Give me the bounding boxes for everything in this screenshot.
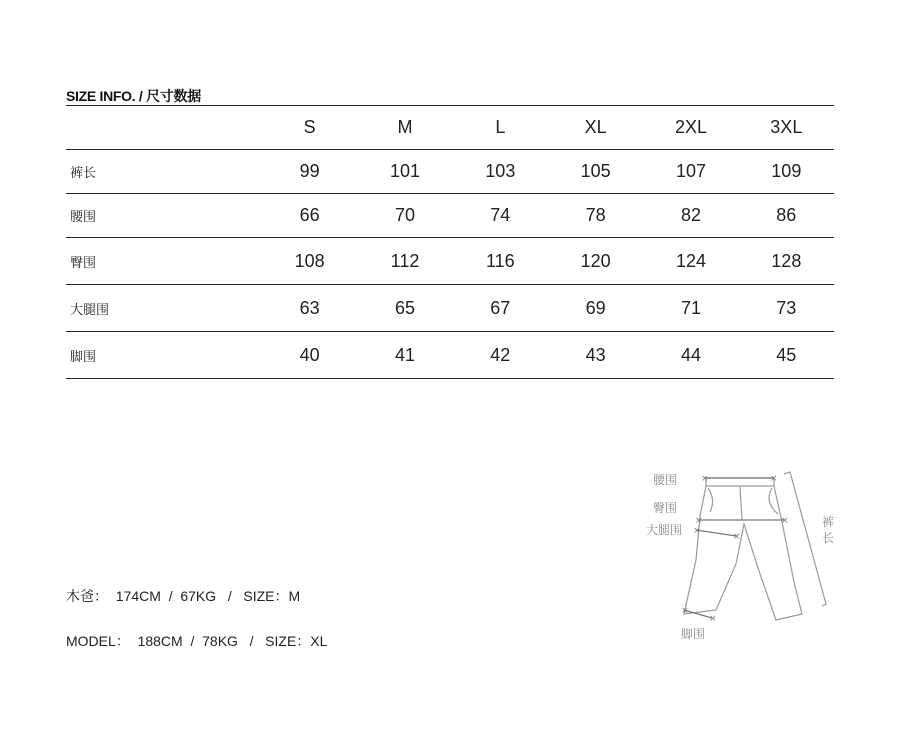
table-cell: 73 [739,285,834,332]
cross-mark: × [695,516,703,526]
table-cell: 43 [548,332,643,379]
table-cell: 128 [739,238,834,285]
table-cell: 105 [548,150,643,194]
header-cell [66,106,262,150]
table-cell: 107 [643,150,738,194]
table-row [66,285,834,332]
row-label: 大腿围 [66,285,262,332]
cross-mark: × [709,614,717,624]
table-cell: 120 [548,238,643,285]
table-cell: 116 [453,238,548,285]
table-row [66,150,834,194]
hip-label: 臀围 [653,501,678,515]
pants-diagram-svg [636,464,846,649]
model-info-2: MODEL： 188CM / 78KG / SIZE：XL [66,633,328,649]
table-cell: 112 [357,238,452,285]
header-cell-3xl: 3XL [739,106,834,150]
thigh-measure-line [696,530,736,536]
table-cell: 108 [262,238,357,285]
size-table [66,105,834,379]
fly-line [740,486,742,520]
table-cell: 124 [643,238,738,285]
page-title: SIZE INFO. / 尺寸数据 [66,88,201,104]
table-row [66,194,834,238]
pocket-right [769,488,778,514]
table-cell: 66 [262,194,357,238]
header-cell-s: S [262,106,357,150]
header-cell-xl: XL [548,106,643,150]
cross-mark: × [693,526,701,536]
table-cell: 78 [548,194,643,238]
table-cell: 109 [739,150,834,194]
table-header-row [66,106,834,150]
table-cell: 101 [357,150,452,194]
row-label: 臀围 [66,238,262,285]
table-cell: 40 [262,332,357,379]
pocket-left [708,488,713,512]
waist-label: 腰围 [653,473,678,487]
header-cell-m: M [357,106,452,150]
table-cell: 103 [453,150,548,194]
row-label: 脚围 [66,332,262,379]
header-cell-2xl: 2XL [643,106,738,150]
table-cell: 74 [453,194,548,238]
cross-mark: × [733,532,741,542]
table-cell: 65 [357,285,452,332]
table-cell: 63 [262,285,357,332]
row-label: 裤长 [66,150,262,194]
table-cell: 67 [453,285,548,332]
hem-label: 脚围 [681,627,706,641]
length-label-2: 长 [822,531,835,545]
table-cell: 82 [643,194,738,238]
length-label-1: 裤 [822,515,835,529]
cross-mark: × [770,474,778,484]
row-label: 腰围 [66,194,262,238]
table-row [66,238,834,285]
table-cell: 41 [357,332,452,379]
table-cell: 44 [643,332,738,379]
pants-outline [684,478,802,620]
table-cell: 86 [739,194,834,238]
table-cell: 45 [739,332,834,379]
table-cell: 69 [548,285,643,332]
table-cell: 99 [262,150,357,194]
thigh-label: 大腿围 [646,523,683,537]
header-cell-l: L [453,106,548,150]
pants-measurement-diagram [636,464,846,649]
table-cell: 70 [357,194,452,238]
cross-mark: × [701,474,709,484]
table-cell: 71 [643,285,738,332]
length-bracket [784,472,826,606]
model-info-1: 木爸： 174CM / 67KG / SIZE：M [66,588,301,604]
table-cell: 42 [453,332,548,379]
cross-mark: × [781,516,789,526]
table-row [66,332,834,379]
cross-mark: × [681,606,689,616]
